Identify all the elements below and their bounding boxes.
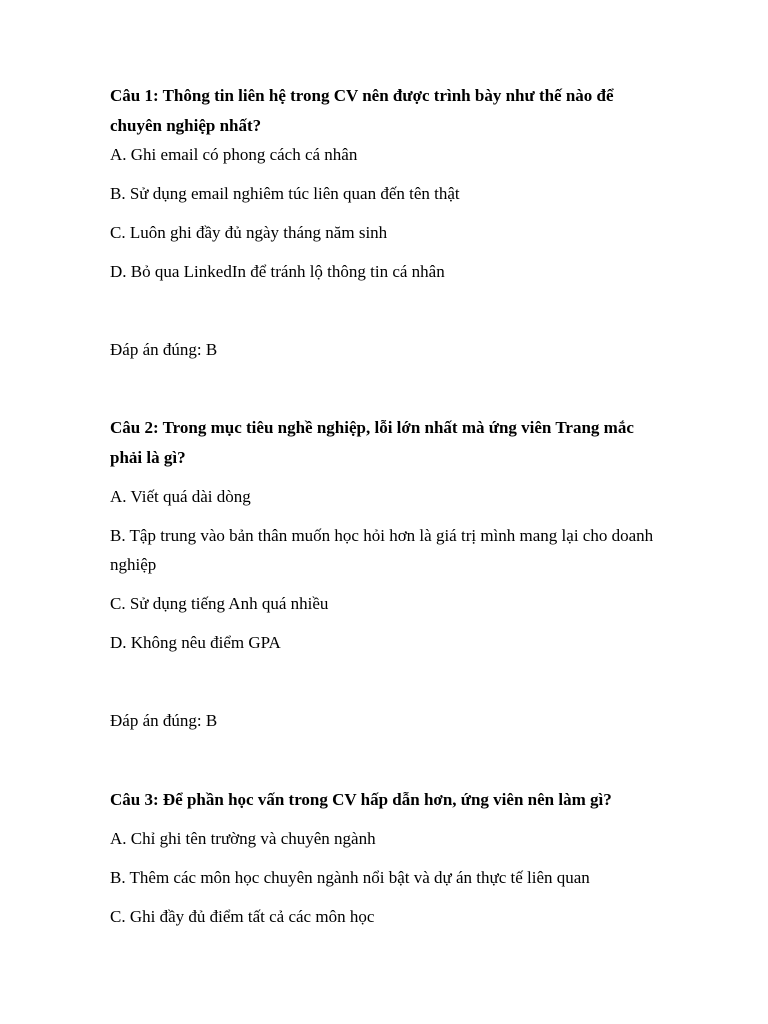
question-1-option-c: C. Luôn ghi đầy đủ ngày tháng năm sinh — [110, 223, 388, 242]
question-3-option-b: B. Thêm các môn học chuyên ngành nổi bật và dự án thực tế liên quan — [110, 868, 590, 887]
question-2-option-d: D. Không nêu điểm GPA — [110, 633, 281, 652]
question-2-option-b: B. Tập trung vào bản thân muốn học hỏi hơn là giá trị mình mang lại cho doanh — [110, 526, 654, 545]
question-2-title-line-2: phải là gì? — [110, 448, 186, 467]
question-2-option-c: C. Sử dụng tiếng Anh quá nhiều — [110, 594, 329, 613]
question-1-option-b: B. Sử dụng email nghiêm túc liên quan đến tên thật — [110, 184, 460, 203]
question-2-answer: Đáp án đúng: B — [110, 711, 218, 730]
question-1-title-line-2: chuyên nghiệp nhất? — [110, 116, 262, 135]
question-1-option-d: D. Bỏ qua LinkedIn để tránh lộ thông tin cá nhân — [110, 262, 445, 281]
question-1-answer: Đáp án đúng: B — [110, 340, 218, 359]
question-1-title-line-1: Câu 1: Thông tin liên hệ trong CV nên được trình bày như thế nào để — [110, 86, 614, 105]
question-2-option-a: A. Viết quá dài dòng — [110, 487, 251, 506]
question-3-option-a: A. Chỉ ghi tên trường và chuyên ngành — [110, 829, 376, 848]
question-1-option-a: A. Ghi email có phong cách cá nhân — [110, 145, 358, 164]
question-3-option-c: C. Ghi đầy đủ điểm tất cả các môn học — [110, 907, 375, 926]
question-2-title-line-1: Câu 2: Trong mục tiêu nghề nghiệp, lỗi lớn nhất mà ứng viên Trang mắc — [110, 418, 634, 437]
question-3-title: Câu 3: Để phần học vấn trong CV hấp dẫn hơn, ứng viên nên làm gì? — [110, 790, 612, 809]
question-2-option-b-continued: nghiệp — [110, 555, 157, 574]
